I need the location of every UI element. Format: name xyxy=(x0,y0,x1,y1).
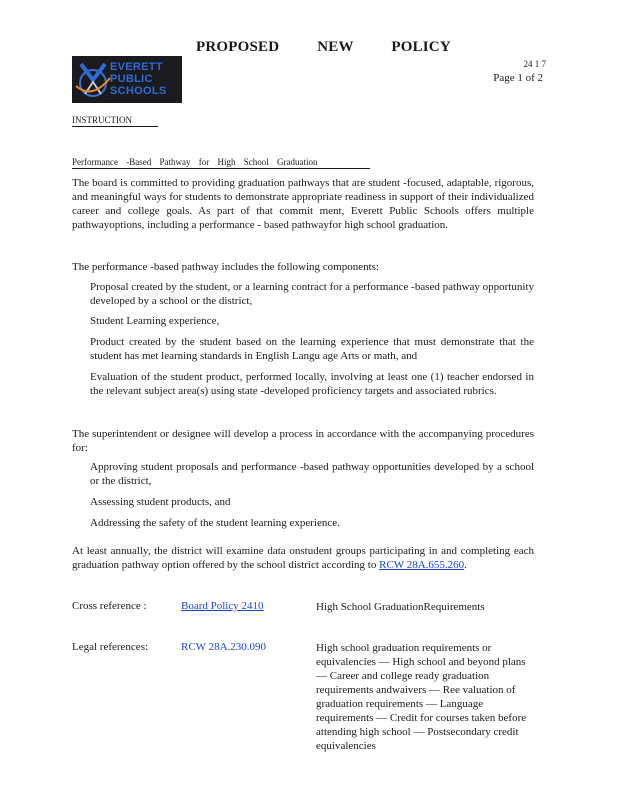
logo-wordmark: EVERETT PUBLIC SCHOOLS xyxy=(110,61,167,97)
district-logo xyxy=(72,56,182,103)
list-item: Product created by the student based on the learning experience that must demonstrate that the student has met learning standards in English Langu age Arts or math, and xyxy=(90,336,534,362)
page-title: PROPOSED NEW POLICY xyxy=(196,39,451,55)
cross-reference-label: Cross reference : xyxy=(72,600,147,612)
components-intro: The performance -based pathway includes the following components: xyxy=(72,261,379,273)
legal-references-description: High school graduation requirements or equivalencies — High school and beyond plans — Career and college ready graduation requirements andwaivers — Ree valuation of graduation requirements — Language requirements — Credit for courses taken before attending high school — Postsecondary credit equivalencies xyxy=(316,642,527,752)
rcw-28a-230-090-link[interactable]: RCW 28A.230.090 xyxy=(181,641,267,653)
annual-review-paragraph: At least annually, the district will examine data onstudent groups participating in and completing each graduation pathway option offered by the school district according to RCW 28A.655.260. xyxy=(72,545,534,571)
policy-title: Performance -Based Pathway for High School Graduation xyxy=(72,157,370,169)
logo-emblem-icon xyxy=(72,56,112,103)
procedures-intro: The superintendent or designee will develop a process in accordance with the accompanying procedures for: xyxy=(72,428,534,454)
rcw-28a-655-260-link[interactable]: RCW 28A.655.260 xyxy=(379,559,465,571)
page-number: Page 1 of 2 xyxy=(493,72,543,84)
list-item: Approving student proposals and performance -based pathway opportunities developed by a school or the district, xyxy=(90,461,534,487)
list-item: Assessing student products, and xyxy=(90,496,231,508)
board-policy-2410-link[interactable]: Board Policy 2410 xyxy=(181,600,264,612)
intro-paragraph: The board is committed to providing graduation pathways that are student -focused, adaptable, rigorous, and meaningful ways for students to demonstrate appropriate readiness in support of their individualized career and college goals. As part of that commit ment, Everett Public Schools offers multiple pathwayoptions, including a performance - based pathwayfor high school graduation. xyxy=(72,177,534,231)
policy-number: 24 1 7 xyxy=(523,59,546,69)
legal-references-label: Legal references: xyxy=(72,641,149,653)
list-item: Addressing the safety of the student learning experience. xyxy=(90,517,340,529)
cross-reference-description: High School GraduationRequirements xyxy=(316,601,485,613)
list-item: Evaluation of the student product, performed locally, involving at least one (1) teacher endorsed in the relevant subject area(s) using state -developed proficiency targets and associated rubrics. xyxy=(90,371,534,397)
list-item: Proposal created by the student, or a learning contract for a performance -based pathway opportunity developed by a school or the district, xyxy=(90,281,534,307)
section-heading: INSTRUCTION xyxy=(72,115,158,127)
list-item: Student Learning experience, xyxy=(90,315,220,327)
